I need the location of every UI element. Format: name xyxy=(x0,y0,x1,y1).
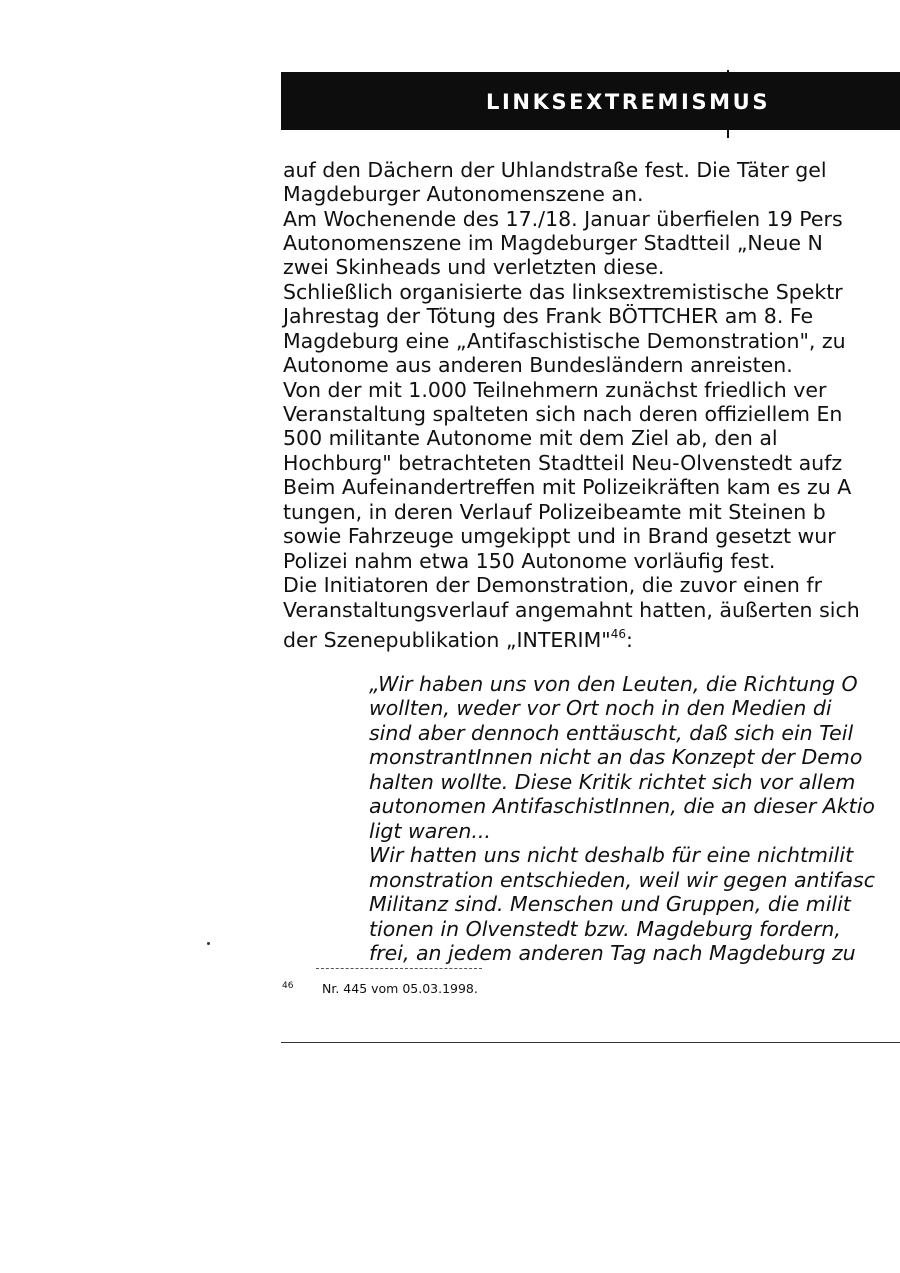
quote-line: Militanz sind. Menschen und Gruppen, die milit xyxy=(369,892,851,916)
quote-line: monstration entschieden, weil wir gegen antifasc xyxy=(369,868,876,892)
citation-line xyxy=(283,622,633,652)
body-line: 500 militante Autonome mit dem Ziel ab, den al xyxy=(283,426,778,450)
footnote-reference[interactable]: 46 xyxy=(610,627,626,641)
body-line: zwei Skinheads und verletzten diese. xyxy=(283,255,665,279)
body-line: Autonome aus anderen Bundesländern anreisten. xyxy=(283,353,793,377)
body-line: auf den Dächern der Uhlandstraße fest. Die Täter gel xyxy=(283,158,827,182)
header-tick-top xyxy=(727,70,729,82)
quote-line: monstrantInnen nicht an das Konzept der Demo xyxy=(369,745,863,769)
quote-line: Wir hatten uns nicht deshalb für eine nichtmilit xyxy=(369,843,854,867)
body-line: Jahrestag der Tötung des Frank BÖTTCHER am 8. Fe xyxy=(283,304,814,328)
header-tick-bottom xyxy=(727,128,729,138)
body-line: Die Initiatoren der Demonstration, die zuvor einen fr xyxy=(283,573,823,597)
body-line: Veranstaltungsverlauf angemahnt hatten, äußerten sich xyxy=(283,598,860,622)
body-line: Polizei nahm etwa 150 Autonome vorläufig fest. xyxy=(283,549,776,573)
body-line: Beim Aufeinandertreffen mit Polizeikräften kam es zu A xyxy=(283,475,852,499)
quote-line: autonomen AntifaschistInnen, die an dieser Aktio xyxy=(369,794,875,818)
quote-line: tionen in Olvenstedt bzw. Magdeburg fordern, xyxy=(369,917,841,941)
body-line: Autonomenszene im Magdeburger Stadtteil „Neue N xyxy=(283,231,823,255)
body-line: Magdeburg eine „Antifaschistische Demonstration", zu xyxy=(283,329,846,353)
quote-line: frei, an jedem anderen Tag nach Magdeburg zu xyxy=(369,941,856,965)
quote-line: sind aber dennoch enttäuscht, daß sich ein Teil xyxy=(369,721,854,745)
footnote-text: Nr. 445 vom 05.03.1998. xyxy=(322,981,478,996)
section-title: LINKSEXTREMISMUS xyxy=(486,90,771,114)
body-line: tungen, in deren Verlauf Polizeibeamte mit Steinen b xyxy=(283,500,826,524)
quote-line: ligt waren... xyxy=(369,819,491,843)
body-line: sowie Fahrzeuge umgekippt und in Brand gesetzt wur xyxy=(283,524,836,548)
citation-tail: : xyxy=(626,628,633,652)
scan-dot xyxy=(207,942,210,945)
citation-text: der Szenepublikation „INTERIM" xyxy=(283,628,611,652)
body-line: Veranstaltung spalteten sich nach deren offiziellem En xyxy=(283,402,843,426)
body-line: Am Wochenende des 17./18. Januar überfielen 19 Pers xyxy=(283,207,843,231)
quote-line: „Wir haben uns von den Leuten, die Richtung O xyxy=(369,672,858,696)
bottom-rule xyxy=(281,1042,900,1043)
quote-line: wollten, weder vor Ort noch in den Medien di xyxy=(369,696,832,720)
footnote-number: 46 xyxy=(282,981,294,991)
body-line: Magdeburger Autonomenszene an. xyxy=(283,182,644,206)
body-line: Von der mit 1.000 Teilnehmern zunächst friedlich ver xyxy=(283,378,827,402)
body-line: Hochburg" betrachteten Stadtteil Neu-Olvenstedt aufz xyxy=(283,451,843,475)
footnote-separator xyxy=(316,968,482,969)
body-line: Schließlich organisierte das linksextremistische Spektr xyxy=(283,280,843,304)
quote-line: halten wollte. Diese Kritik richtet sich vor allem xyxy=(369,770,856,794)
